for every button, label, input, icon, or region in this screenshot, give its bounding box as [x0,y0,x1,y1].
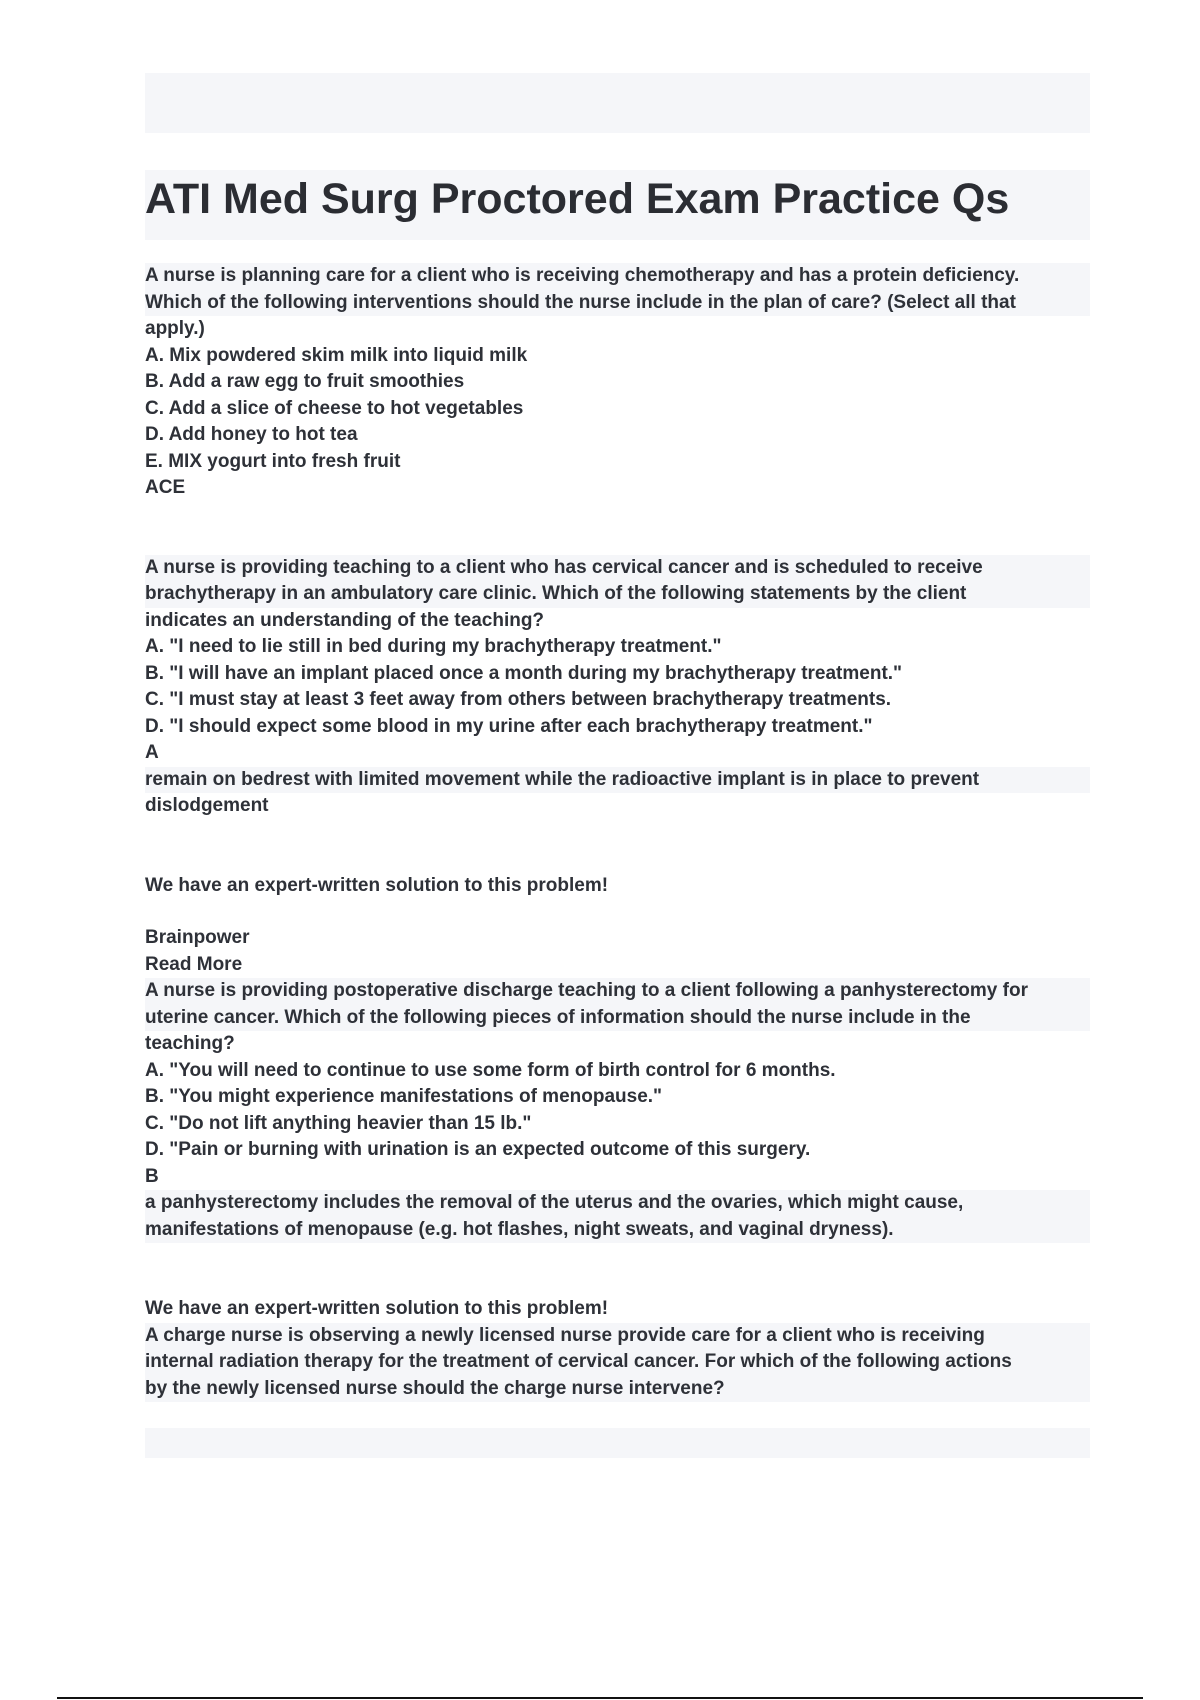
read-more-link[interactable]: Read More [145,953,243,975]
footer-band [145,1428,1090,1458]
correct-answer: ACE [145,477,186,498]
question-stem-line: by the newly licensed nurse should the charge nurse intervene? [145,1376,1090,1403]
footer-divider [57,1697,1143,1699]
expert-solution-note: We have an expert-written solution to this problem! [145,874,609,896]
question-stem-line: internal radiation therapy for the treatment of cervical cancer. For which of the following actions [145,1349,1090,1376]
correct-answer: B [145,1165,159,1187]
spacer [145,1243,1090,1296]
question-stem-line: brachytherapy in an ambulatory care clinic. Which of the following statements by the client [145,581,1090,608]
answer-option: D. "Pain or burning with urination is an expected outcome of this surgery. [145,1139,811,1160]
rationale-line: manifestations of menopause (e.g. hot flashes, night sweats, and vaginal dryness). [145,1217,1090,1244]
document-body [145,263,1090,1402]
page-title: ATI Med Surg Proctored Exam Practice Qs [145,175,1010,223]
question-3 [145,978,1090,1243]
answer-option: C. "I must stay at least 3 feet away from others between brachytherapy treatments. [145,689,892,710]
question-4 [145,1323,1090,1403]
question-1 [145,263,1090,502]
answer-option: D. "I should expect some blood in my urine after each brachytherapy treatment." [145,715,873,737]
rationale-line: a panhysterectomy includes the removal of the uterus and the ovaries, which might cause, [145,1190,1090,1217]
expert-solution-note: We have an expert-written solution to this problem! [145,1298,609,1319]
brainpower-label: Brainpower [145,927,250,948]
answer-option: A. "You will need to continue to use some form of birth control for 6 months. [145,1059,836,1081]
answer-option: A. "I need to lie still in bed during my brachytherapy treatment." [145,636,722,657]
answer-option: D. Add honey to hot tea [145,424,358,445]
answer-option: A. Mix powdered skim milk into liquid milk [145,344,528,366]
spacer [145,502,1090,555]
rationale-line: remain on bedrest with limited movement while the radioactive implant is in place to prevent [145,767,1090,794]
answer-option: B. Add a raw egg to fruit smoothies [145,371,465,392]
correct-answer: A [145,742,159,763]
question-stem-line: A nurse is providing postoperative discharge teaching to a client following a panhysterectomy for [145,978,1090,1005]
rationale-line: dislodgement [145,795,269,816]
question-stem-line: indicates an understanding of the teaching? [145,609,545,631]
question-stem-line: Which of the following interventions should the nurse include in the plan of care? (Select all that [145,290,1090,317]
question-stem-line: apply.) [145,318,205,339]
question-stem-line: A charge nurse is observing a newly licensed nurse provide care for a client who is receiving [145,1323,1090,1350]
spacer [145,820,1090,873]
spacer [145,899,1090,925]
header-band [145,73,1090,133]
question-stem-line: A nurse is providing teaching to a client who has cervical cancer and is scheduled to receive [145,555,1090,582]
answer-option: E. MIX yogurt into fresh fruit [145,450,401,472]
answer-option: C. "Do not lift anything heavier than 15 lb." [145,1112,532,1134]
answer-option: C. Add a slice of cheese to hot vegetables [145,397,524,419]
question-stem-line: uterine cancer. Which of the following pieces of information should the nurse include in the [145,1005,1090,1032]
question-stem-line: A nurse is planning care for a client who is receiving chemotherapy and has a protein deficiency. [145,263,1090,290]
question-2 [145,555,1090,820]
answer-option: B. "I will have an implant placed once a month during my brachytherapy treatment." [145,662,903,684]
question-stem-line: teaching? [145,1033,235,1054]
answer-option: B. "You might experience manifestations of menopause." [145,1086,663,1107]
